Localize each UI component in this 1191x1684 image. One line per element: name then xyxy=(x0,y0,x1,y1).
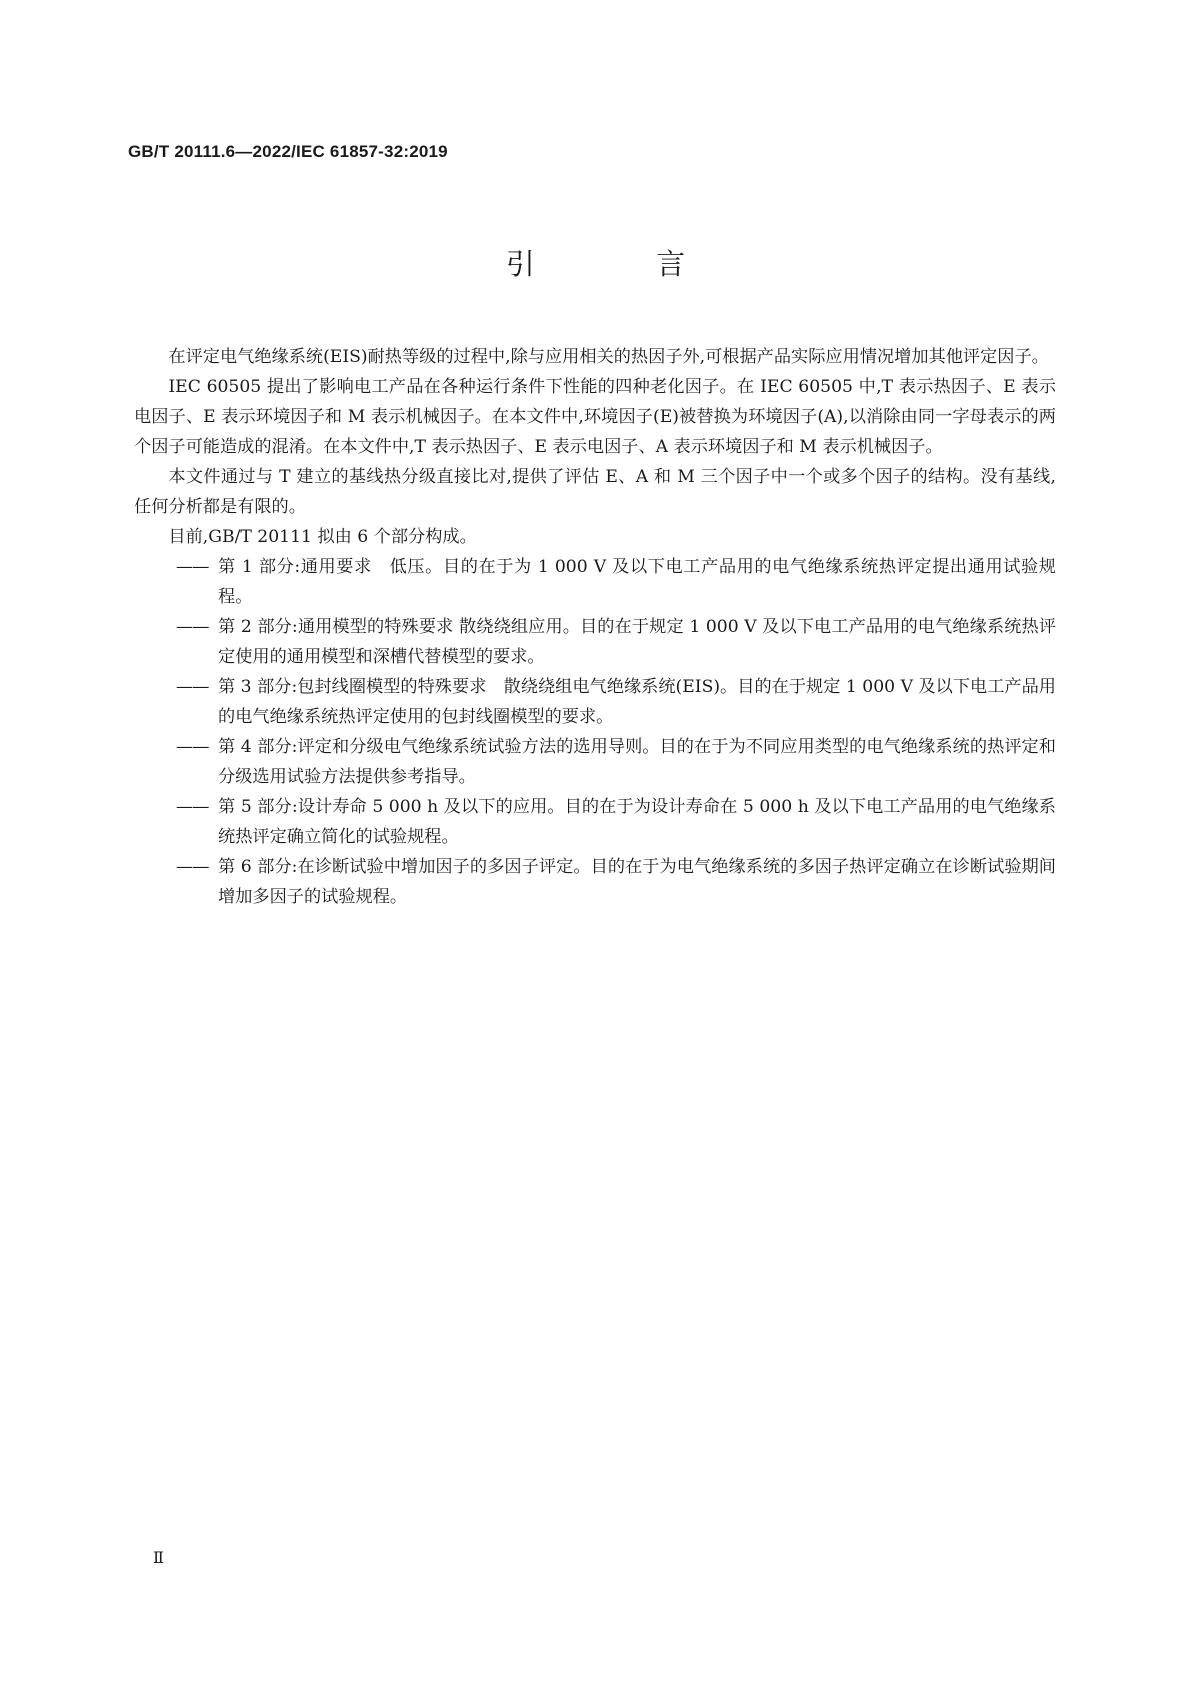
list-dash: —— xyxy=(176,797,209,817)
list-item-text: 第 5 部分:设计寿命 5 000 h 及以下的应用。目的在于为设计寿命在 5 000 h 及以下电工产品用的电气绝缘系统热评定确立简化的试验规程。 xyxy=(218,797,1056,847)
list-item-text: 第 2 部分:通用模型的特殊要求 散绕绕组应用。目的在于规定 1 000 V 及以下电工产品用的电气绝缘系统热评定使用的通用模型和深槽代替模型的要求。 xyxy=(218,617,1056,667)
paragraph: 目前,GB/T 20111 拟由 6 个部分构成。 xyxy=(168,527,477,547)
list-item-text: 第 4 部分:评定和分级电气绝缘系统试验方法的选用导则。目的在于为不同应用类型的电气绝缘系统的热评定和分级选用试验方法提供参考指导。 xyxy=(218,737,1056,787)
list-item-text: 第 3 部分:包封线圈模型的特殊要求 散绕绕组电气绝缘系统(EIS)。目的在于规定 1 000 V 及以下电工产品用的电气绝缘系统热评定使用的包封线圈模型的要求。 xyxy=(218,677,1056,727)
list-dash: —— xyxy=(176,677,209,697)
list-dash: —— xyxy=(176,557,209,577)
list-dash: —— xyxy=(176,857,209,877)
list-dash: —— xyxy=(176,617,209,637)
document-body xyxy=(134,342,1056,912)
list-item-text: 第 6 部分:在诊断试验中增加因子的多因子评定。目的在于为电气绝缘系统的多因子热评定确立在诊断试验期间增加多因子的试验规程。 xyxy=(218,857,1056,907)
paragraph: IEC 60505 提出了影响电工产品在各种运行条件下性能的四种老化因子。在 IEC 60505 中,T 表示热因子、E 表示电因子、E 表示环境因子和 M 表示机械因子。在本文件中,环境因子(E)被替换为环境因子(A),以消除由同一字母表示的两个因子可能造成的混淆。在本文件中,T 表示热因子、E 表示电因子、A 表示环境因子和 M 表示机械因子。 xyxy=(134,377,1056,457)
paragraph: 在评定电气绝缘系统(EIS)耐热等级的过程中,除与应用相关的热因子外,可根据产品实际应用情况增加其他评定因子。 xyxy=(168,347,1049,367)
list-item xyxy=(134,612,1056,672)
list-item xyxy=(134,552,1056,612)
page-number: Ⅱ xyxy=(153,1548,164,1567)
page-title: 引 言 xyxy=(505,247,742,281)
list-item xyxy=(134,852,1056,912)
standard-number: GB/T 20111.6—2022/IEC 61857-32:2019 xyxy=(128,142,448,161)
list-item xyxy=(134,672,1056,732)
paragraph: 本文件通过与 T 建立的基线热分级直接比对,提供了评估 E、A 和 M 三个因子中一个或多个因子的结构。没有基线,任何分析都是有限的。 xyxy=(134,467,1056,517)
list-item-text: 第 1 部分:通用要求 低压。目的在于为 1 000 V 及以下电工产品用的电气绝缘系统热评定提出通用试验规程。 xyxy=(218,557,1056,607)
list-dash: —— xyxy=(176,737,209,757)
list-item xyxy=(134,792,1056,852)
list-item xyxy=(134,732,1056,792)
